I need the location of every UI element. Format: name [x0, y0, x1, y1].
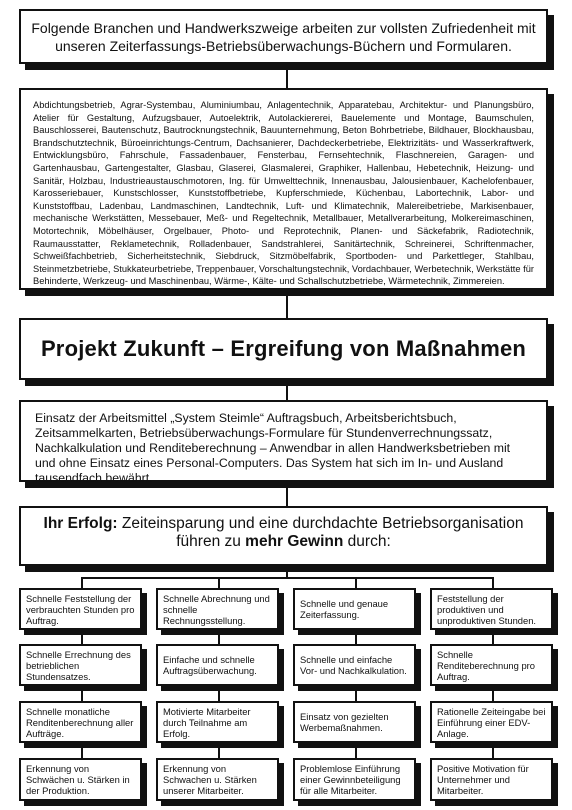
benefit-box	[156, 701, 279, 743]
benefit-box	[293, 701, 416, 743]
success-highlight: mehr Gewinn	[245, 533, 344, 550]
benefit-text: Positive Motivation für Unternehmer und Mitarbeiter.	[437, 763, 529, 796]
benefit-text: Problemlose Einführung einer Gewinnbeteiligung für alle Mitarbeiter.	[300, 763, 401, 796]
branches-text: Abdichtungsbetrieb, Agrar-Systembau, Aluminiumbau, Anlagentechnik, Apparatebau, Architektur- und Planungsbüro, Atelier für Gestaltung, Aufzugsbauer, Autoelektrik, Autolackiererei, Bauelemente und Montage, Baumschulen, Bauschlosserei, Bautenschutz, Bautrocknungstechnik, Bauunternehmung, Beton Bohrbetriebe, Bildhauer, Blockhausbau, Brandschutztechnik, Büroeinrichtungs-Centrum, Dachsanierer, Dachdeckerbetriebe, Elektrizitäts- und Wasserkraftwerk, Entwicklungsbüro, Fahrschule, Fassadenbauer, Fensterbau, Fernsehtechnik, Flaschnereien, Garagen- und Gartenhausbau, Gartengestalter, Glasbau, Glaserei, Glasmalerei, Graphiker, Hallenbau, Hebetechnik, Heizung- und Sanitär, Holzbau, Industrieaustauschmotoren, Ing. für Umwelttechnik, Innenausbau, Jalousienbauer, Kachelofenbauer, Karosseriebauer, Kunstschlosser, Kunststoffbetriebe, Kupferschmiede, Küchenbau, Labortechnik, Labor- und Kunststoffbau, Ladenbau, Landmaschinen, Landtechnik, Luft- und Klimatechnik, Malereibetriebe, Markisenbauer, mechanische Werkstätten, Messebauer, Meß- und Regeltechnik, Metallbauer, Metallverarbeitung, Molkereimaschinen, Motortechnik, Möbelhäuser, Orgelbauer, Photo- und Reprotechnik, Planen- und Säckefabrik, Radiotechnik, Raumausstatter, Reklametechnik, Rolladenbauer, Sandstrahlerei, Sanitärtechnik, Schreinerei, Schriftenmacher, Schweißfachbetrieb, Sicherheitstechnik, Siebdruck, Sitzmöbelfabrik, Sportboden- und Parkettleger, Stahlbau, Steinmetzbetriebe, Stukkateurbetriebe, Treppenbauer, Vorschaltungstechnik, Vordachbauer, Werbetechnik, Werkstätte für Behinderte, Werkzeug- und Maschinenbau, Wärme-, Kälte- und Schallschutzbetriebe, Wärmetechnik, Zimmereien.	[33, 100, 534, 287]
benefit-box	[430, 758, 553, 801]
benefit-box	[293, 758, 416, 801]
benefit-box	[430, 644, 553, 686]
benefit-text: Erkennung von Schwachen u. Stärken unserer Mitarbeiter.	[163, 763, 257, 796]
connector-line	[286, 288, 288, 320]
benefit-text: Feststellung der produktiven und unproduktiven Stunden.	[437, 592, 537, 626]
benefit-text: Rationelle Zeiteingabe bei Einführung einer EDV-Anlage.	[437, 705, 546, 739]
benefit-text: Motivierte Mitarbeiter durch Teilnahme am Erfolg.	[163, 705, 251, 739]
success-text-part1: Zeiteinsparung und eine durchdachte Betriebsorganisation führen zu	[117, 515, 524, 550]
headline: Projekt Zukunft – Ergreifung von Maßnahmen	[40, 336, 527, 361]
connector-line	[286, 378, 288, 402]
success-lead: Ihr Erfolg:	[43, 515, 118, 532]
system-text: Einsatz der Arbeitsmittel „System Steimle“ Auftragsbuch, Arbeitsberichtsbuch, Zeitsammelkarten, Betriebsüberwachungs-Formulare für Stundenverrechnungssatz, Nachkalkulation und Renditeberechnung – Anwendbar in allen Handwerksbetrieben mit und ohne Einsatz eines Personal-Computers. Das System hat sich im In- und Ausland tausendfach bewährt.	[35, 411, 511, 485]
branches-box	[19, 88, 548, 290]
benefit-text: Einfache und schnelle Auftragsüberwachung.	[163, 654, 257, 676]
benefit-text: Schnelle Abrechnung und schnelle Rechnungsstellung.	[163, 592, 270, 626]
connector-line	[286, 62, 288, 90]
benefit-box	[293, 644, 416, 686]
benefit-box	[293, 588, 416, 630]
success-text-part2: durch:	[343, 533, 391, 550]
benefit-box	[19, 701, 142, 743]
connector-bar	[81, 577, 493, 579]
benefit-text: Schnelle Errechnung des betrieblichen Stundensatzes.	[26, 648, 131, 682]
system-box	[19, 400, 548, 485]
connector-line	[286, 564, 288, 578]
benefit-box	[19, 644, 142, 686]
benefit-box	[19, 758, 142, 801]
benefit-box	[430, 701, 553, 743]
benefit-box	[19, 588, 142, 630]
benefit-text: Schnelle und einfache Vor- und Nachkalkulation.	[300, 654, 407, 676]
intro-box	[19, 9, 548, 64]
benefit-text: Schnelle Feststellung der verbrauchten Stunden pro Auftrag.	[26, 592, 135, 626]
headline-box	[19, 318, 548, 380]
benefit-text: Schnelle Renditeberechnung pro Auftrag.	[437, 648, 535, 682]
benefit-text: Schnelle und genaue Zeiterfassung.	[300, 598, 389, 620]
connector-line	[286, 480, 288, 508]
benefit-box	[430, 588, 553, 630]
intro-text: Folgende Branchen und Handwerkszweige arbeiten zur vollsten Zufriedenheit mit unseren Zeiterfassungs-Betriebsüberwachungs-Büchern und Formularen.	[31, 20, 536, 54]
success-box	[19, 506, 548, 566]
benefit-text: Einsatz von gezielten Werbemaßnahmen.	[300, 711, 389, 733]
benefit-box	[156, 758, 279, 801]
benefit-box	[156, 588, 279, 630]
benefit-text: Schnelle monatliche Renditenberechnung aller Aufträge.	[26, 705, 134, 739]
benefit-text: Erkennung von Schwächen u. Stärken in der Produktion.	[26, 763, 130, 796]
benefit-box	[156, 644, 279, 686]
